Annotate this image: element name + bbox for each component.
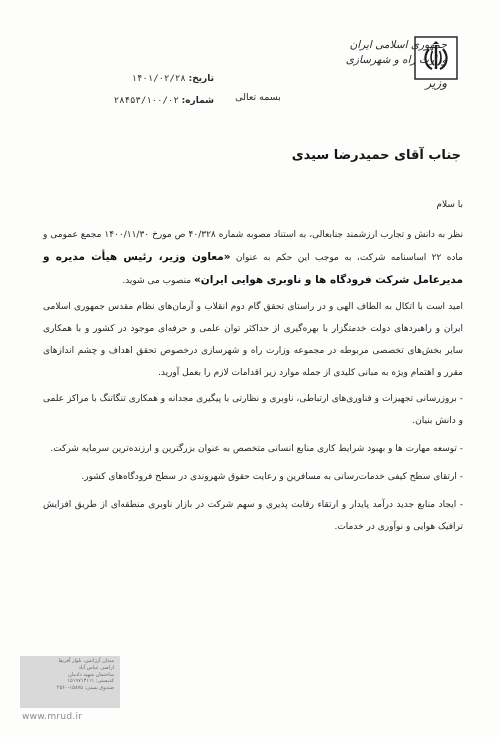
date-value: ۱۴۰۱/۰۲/۲۸ [131, 74, 186, 84]
number-value: ۲۸۴۵۳/۱۰۰/۰۲ [113, 96, 179, 106]
address-line: ساختمان شهید دادمان [68, 671, 114, 678]
list-item: - ایجاد منابع جدید درآمد پایدار و ارتقاء رقابت پذیری و سهم شرکت در بازار ناوبری منطقه‌ای از طریق افزایش ترافیک هوایی و نوآوری در خدمات. [43, 500, 463, 532]
number-label: شماره: [181, 96, 214, 106]
date-label: تاریخ: [188, 74, 214, 84]
intro-text: نظر به دانش و تجارب ارزشمند جنابعالی، به استناد مصوبه شماره ۴۰/۳۲۸ ص مورخ ۱۴۰۰/۱۱/۳۰ مجمع عمومی و ماده ۲۲ اساسنامه شرکت، به موجب این حکم به عنوان [43, 230, 463, 263]
hope-paragraph: امید است با اتکال به الطاف الهی و در راستای تحقق گام دوم انقلاب و آرمان‌های نظام مقدس جمهوری اسلامی ایران و راهبردهای دولت خدمتگزار با بهره‌گیری از حداکثر توان علمی و حرفه‌ای موجود در کشور و با همکاری سایر بخش‌های تخصصی مربوطه در مجموعه وزارت راه و شهرسازی درخصوص تحقق اهداف و چشم اندازهای مقرر و اهتمام ویژه به مبانی کلیدی از جمله موارد زیر اقدامات لازم را بعمل آورید. [43, 302, 463, 378]
footer-address [20, 656, 120, 708]
intro-end: منصوب می شوید. [122, 276, 192, 286]
appointment-title: «معاون وزیر، رئیس هیأت مدیره و مدیرعامل شرکت فرودگاه ها و ناوبری هوایی ایران» [43, 251, 463, 286]
intro-paragraph [43, 224, 463, 292]
address-line: کدپستی: ۱۵۱۹۷۱۳۱۱۱ [67, 678, 114, 685]
letter-meta [64, 68, 214, 112]
footer-website: www.mrud.ir [22, 712, 83, 722]
number-row [64, 90, 214, 112]
ministry-line: وزارت راه و شهرسازی [345, 54, 447, 66]
address-line: اراضی عباس آباد [78, 664, 114, 671]
ministry-line: جمهوری اسلامی ایران [349, 39, 447, 51]
ministry-header [346, 38, 447, 90]
address-line: میدان آرژانتین، بلوار آفریقا [58, 658, 114, 664]
list-item: - ارتقای سطح کیفی خدمات‌رسانی به مسافرین و رعایت حقوق شهروندی در سطح فرودگاه‌های کشور. [81, 472, 463, 482]
address-line: صندوق پستی: ۱۵۸۷۵-۴۵۶۰ [56, 685, 114, 692]
date-row [64, 68, 214, 90]
list-item: - بروزرسانی تجهیزات و فناوری‌های ارتباطی، ناوبری و نظارتی با پیگیری مجدانه و همکاری تنگاتنگ با مراکز علمی و دانش بنیان. [43, 394, 463, 426]
minister-title: وزیر [425, 76, 447, 90]
list-item: - توسعه مهارت ها و بهبود شرایط کاری منابع انسانی متخصص به عنوان بزرگترین و ارزنده‌ترین سرمایه شرکت. [50, 444, 463, 454]
greeting: با سلام [436, 200, 463, 210]
letter-body [43, 194, 463, 544]
recipient-name: جناب آقای حمیدرضا سیدی [291, 148, 461, 163]
basmala: بسمه تعالی [235, 92, 281, 103]
